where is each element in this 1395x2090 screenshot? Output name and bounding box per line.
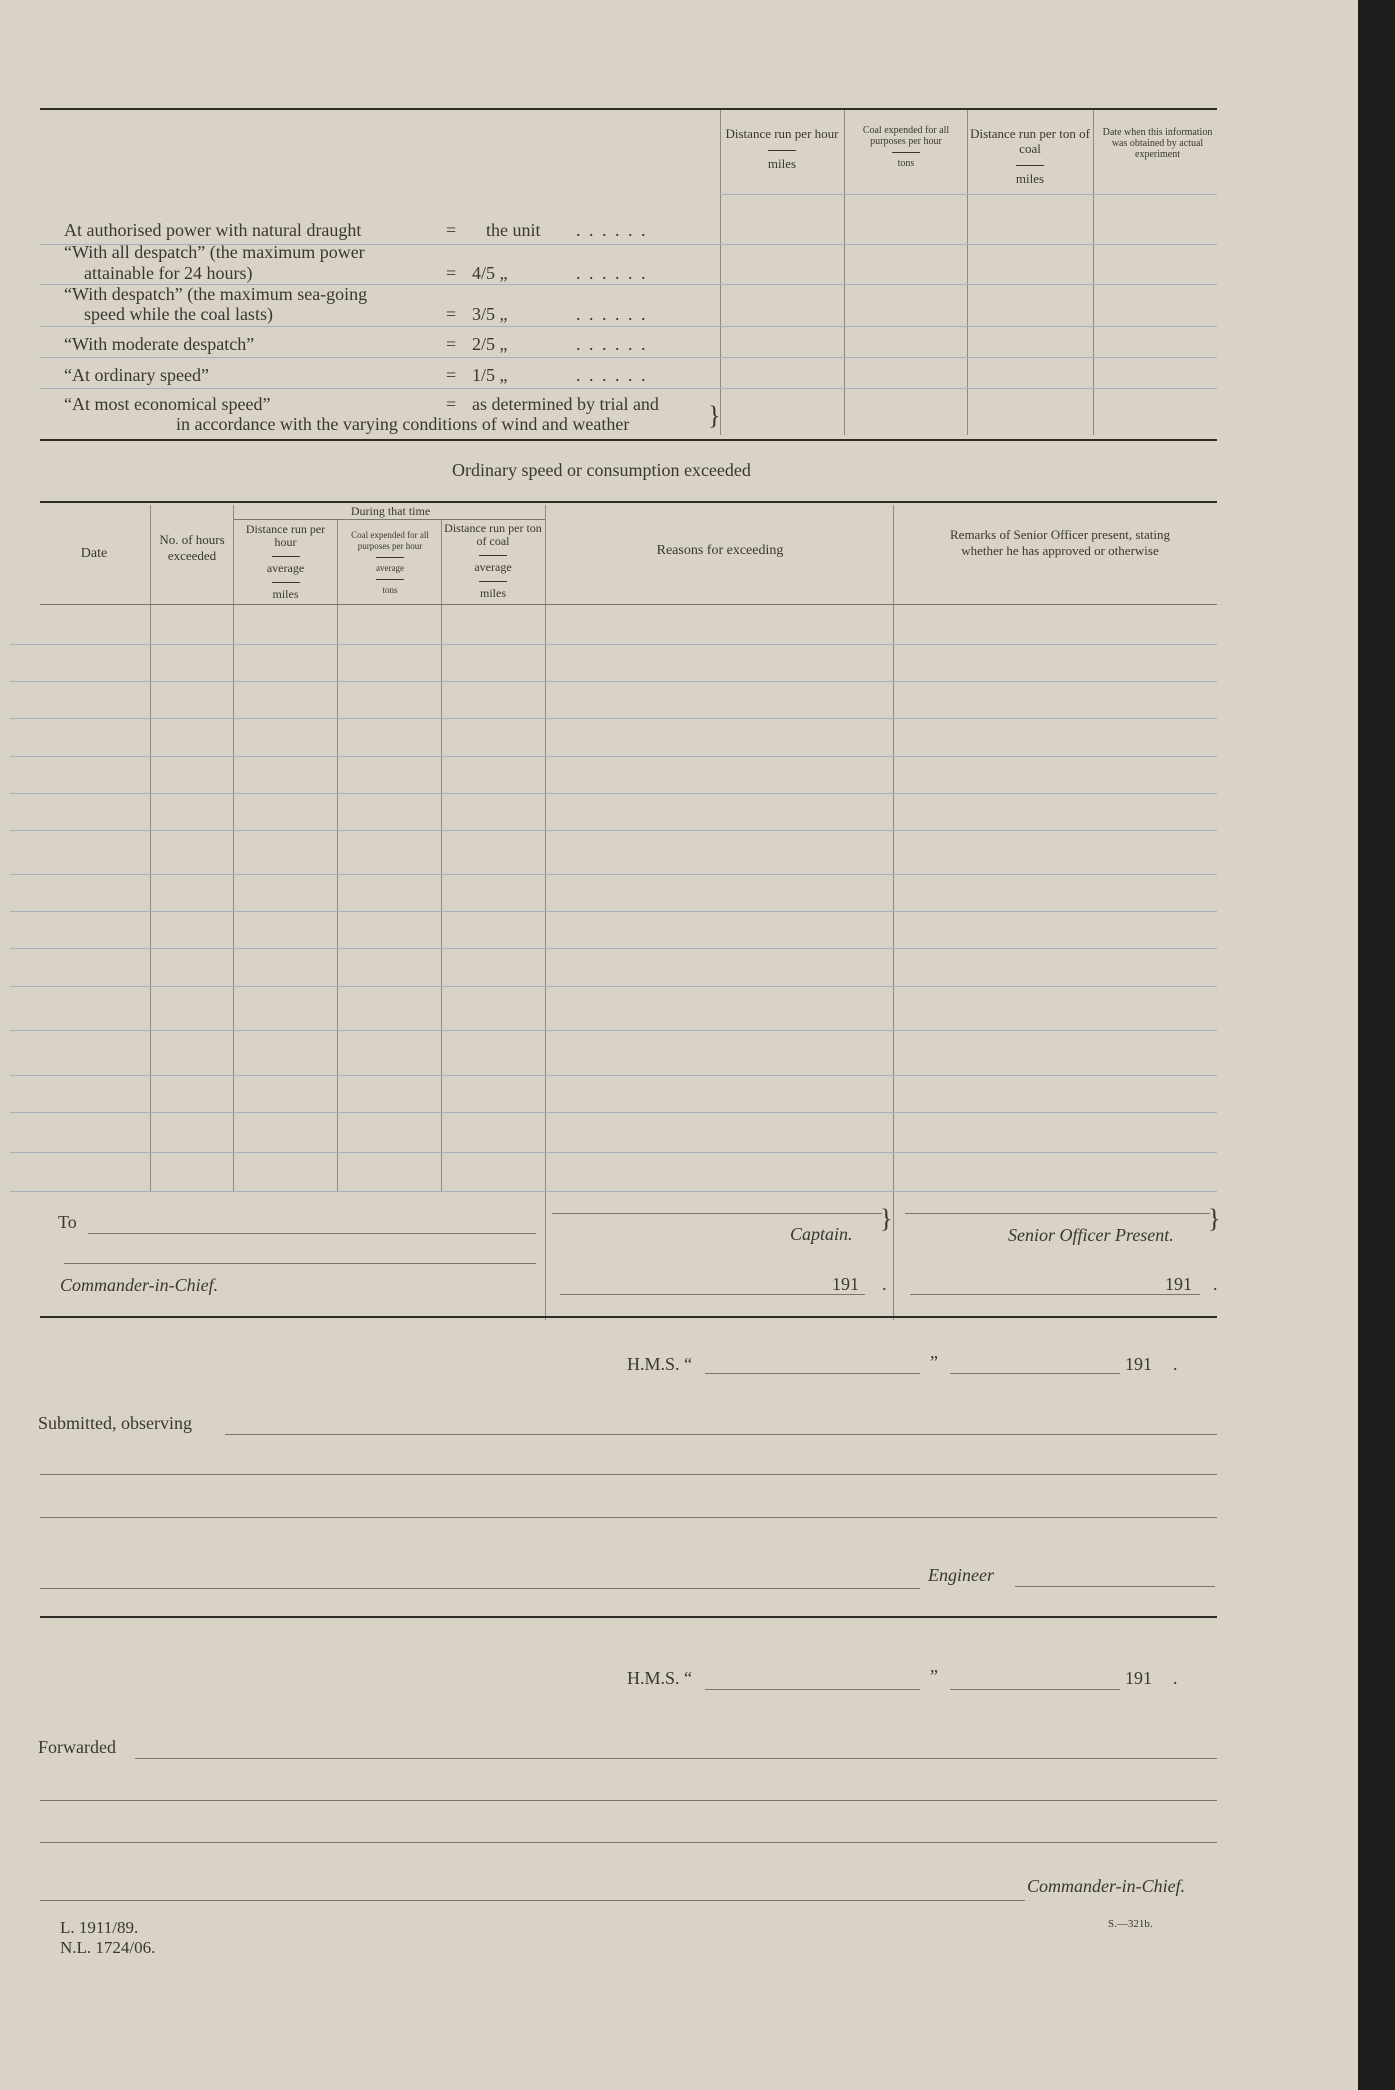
- engineer-bottom-rule: [40, 1616, 1217, 1618]
- submitted-line: [225, 1434, 1217, 1435]
- form-reference-2: N.L. 1724/06.: [60, 1938, 156, 1957]
- header-date-obtained: Date when this information was obtained by actual experiment: [1102, 127, 1213, 160]
- period: .: [882, 1274, 887, 1294]
- ex-col-divider: [893, 505, 894, 1320]
- ruled-line: [10, 948, 1217, 949]
- forwarded-line: [40, 1800, 1217, 1801]
- top-row-value: 1/5 „: [472, 365, 508, 385]
- header-coal-expended: Coal expended for all purposes per hour tons: [862, 125, 950, 169]
- period: .: [1213, 1274, 1218, 1294]
- top-row-label: “With moderate despatch”: [64, 334, 255, 354]
- ruled-line: [10, 986, 1217, 987]
- submitted-line: [40, 1517, 1217, 1518]
- header-hours: No. of hours exceeded: [159, 532, 225, 563]
- top-col-divider-2: [844, 110, 845, 435]
- ex-col-divider: [233, 505, 234, 1192]
- header-reasons: Reasons for exceeding: [656, 543, 784, 558]
- date-line: [950, 1373, 1120, 1374]
- top-row-label: “At most economical speed”: [64, 394, 271, 414]
- captain-date-line: [560, 1294, 865, 1295]
- brace-glyph: }: [708, 401, 721, 430]
- top-row-eq: =: [446, 365, 457, 385]
- top-table-bottom-rule: [40, 439, 1217, 441]
- date-line: [950, 1689, 1120, 1690]
- ex-col-divider: [150, 505, 151, 1192]
- senior-year: 191: [1165, 1274, 1192, 1294]
- top-row-value: 4/5 „: [472, 263, 508, 283]
- captain-label: Captain.: [790, 1224, 853, 1244]
- period: .: [1173, 1354, 1178, 1374]
- ruled-line: [10, 644, 1217, 645]
- top-col-divider-3: [967, 110, 968, 435]
- top-row-value: as determined by trial and: [472, 394, 659, 414]
- exceeded-title: Ordinary speed or consumption exceeded: [452, 460, 751, 480]
- forwarded-line: [135, 1758, 1217, 1759]
- top-row-value: 3/5 „: [472, 304, 508, 324]
- header-per-ton: Distance run per ton of coal average miles: [444, 521, 542, 600]
- ex-col-divider: [545, 505, 546, 1320]
- engineer-sign-line: [40, 1588, 920, 1589]
- top-col-divider-4: [1093, 110, 1094, 435]
- header-remarks: Remarks of Senior Officer present, stating whether he has approved or otherwise: [950, 527, 1170, 558]
- header-dist-run: Distance run per hour average miles: [245, 522, 326, 601]
- commander-sign-label: Commander-in-Chief.: [1027, 1876, 1186, 1896]
- form-reference-1: L. 1911/89.: [60, 1918, 139, 1937]
- ship-name-line: [705, 1373, 920, 1374]
- during-rule: [233, 519, 545, 520]
- top-row-eq: =: [446, 220, 457, 240]
- top-row-label: “With all despatch” (the maximum power: [64, 242, 365, 262]
- leader-dots: . . . . . .: [576, 365, 648, 385]
- top-row-label-cont: attainable for 24 hours): [84, 263, 253, 283]
- ex-header-bottom-rule: [40, 604, 1217, 605]
- top-row-line: [40, 388, 1217, 389]
- header-coal-exp: Coal expended for all purposes per hour average tons: [351, 530, 429, 595]
- header-distance-run: Distance run per hour miles: [725, 126, 839, 171]
- leader-dots: . . . . . .: [576, 220, 648, 240]
- top-row-eq: =: [446, 263, 457, 283]
- forwarded-label: Forwarded: [38, 1737, 116, 1757]
- during-that-time: During that time: [350, 504, 431, 518]
- hms-label: H.M.S. “: [627, 1354, 693, 1374]
- ex-col-divider: [337, 520, 338, 1192]
- header-date: Date: [80, 546, 108, 561]
- captain-year: 191: [832, 1274, 859, 1294]
- captain-line: [552, 1213, 882, 1214]
- ruled-line: [10, 1112, 1217, 1113]
- ruled-line: [10, 1191, 1217, 1192]
- top-row-line: [40, 357, 1217, 358]
- ruled-line: [10, 1152, 1217, 1153]
- senior-line: [905, 1213, 1210, 1214]
- ruled-line: [10, 1030, 1217, 1031]
- top-row-label: At authorised power with natural draught: [64, 220, 362, 240]
- to-label: To: [58, 1212, 77, 1232]
- ruled-line: [10, 681, 1217, 682]
- engineer-label: Engineer: [928, 1565, 994, 1585]
- top-row-label-cont: speed while the coal lasts): [84, 304, 273, 324]
- ruled-line: [10, 1075, 1217, 1076]
- leader-dots: . . . . . .: [576, 304, 648, 324]
- top-col-divider-1: [720, 110, 721, 435]
- print-code: S.—321b.: [1108, 1918, 1153, 1930]
- hms-label: H.M.S. “: [627, 1668, 693, 1688]
- ruled-line: [10, 756, 1217, 757]
- header-distance-per-ton: Distance run per ton of coal miles: [970, 126, 1090, 186]
- ruled-line: [10, 718, 1217, 719]
- ruled-line: [10, 874, 1217, 875]
- engineer-date-line: [1015, 1586, 1215, 1587]
- to-line: [88, 1233, 536, 1234]
- top-rule: [40, 108, 1217, 110]
- scan-edge: [1358, 0, 1395, 2090]
- top-row-label-cont: in accordance with the varying conditions of wind and weather: [176, 414, 630, 434]
- commander-label: Commander-in-Chief.: [60, 1275, 219, 1295]
- brace-glyph: }: [880, 1204, 893, 1233]
- leader-dots: . . . . . .: [576, 263, 648, 283]
- forwarded-line: [40, 1842, 1217, 1843]
- top-row-eq: =: [446, 334, 457, 354]
- top-header-rule: [720, 194, 1217, 195]
- exceeded-top-rule: [40, 501, 1217, 503]
- year: 191: [1125, 1354, 1152, 1374]
- ruled-line: [10, 830, 1217, 831]
- top-row-value: 2/5 „: [472, 334, 508, 354]
- brace-glyph: }: [1208, 1204, 1221, 1233]
- top-row-eq: =: [446, 394, 457, 414]
- period: .: [1173, 1668, 1178, 1688]
- submitted-line: [40, 1474, 1217, 1475]
- signature-bottom-rule: [40, 1316, 1217, 1318]
- senior-label: Senior Officer Present.: [1008, 1225, 1174, 1245]
- senior-date-line: [910, 1294, 1200, 1295]
- close-quote: ”: [930, 1352, 938, 1372]
- top-row-line: [40, 326, 1217, 327]
- year: 191: [1125, 1668, 1152, 1688]
- ex-col-divider: [441, 520, 442, 1192]
- top-row-eq: =: [446, 304, 457, 324]
- top-row-label: “With despatch” (the maximum sea-going: [64, 284, 368, 304]
- close-quote: ”: [930, 1666, 938, 1686]
- to-line-2: [64, 1263, 536, 1264]
- ship-name-line: [705, 1689, 920, 1690]
- leader-dots: . . . . . .: [576, 334, 648, 354]
- commander-sign-line: [40, 1900, 1025, 1901]
- submitted-label: Submitted, observing: [38, 1413, 192, 1433]
- top-row-label: “At ordinary speed”: [64, 365, 209, 385]
- top-row-value: the unit: [486, 220, 541, 240]
- ruled-line: [10, 793, 1217, 794]
- ruled-line: [10, 911, 1217, 912]
